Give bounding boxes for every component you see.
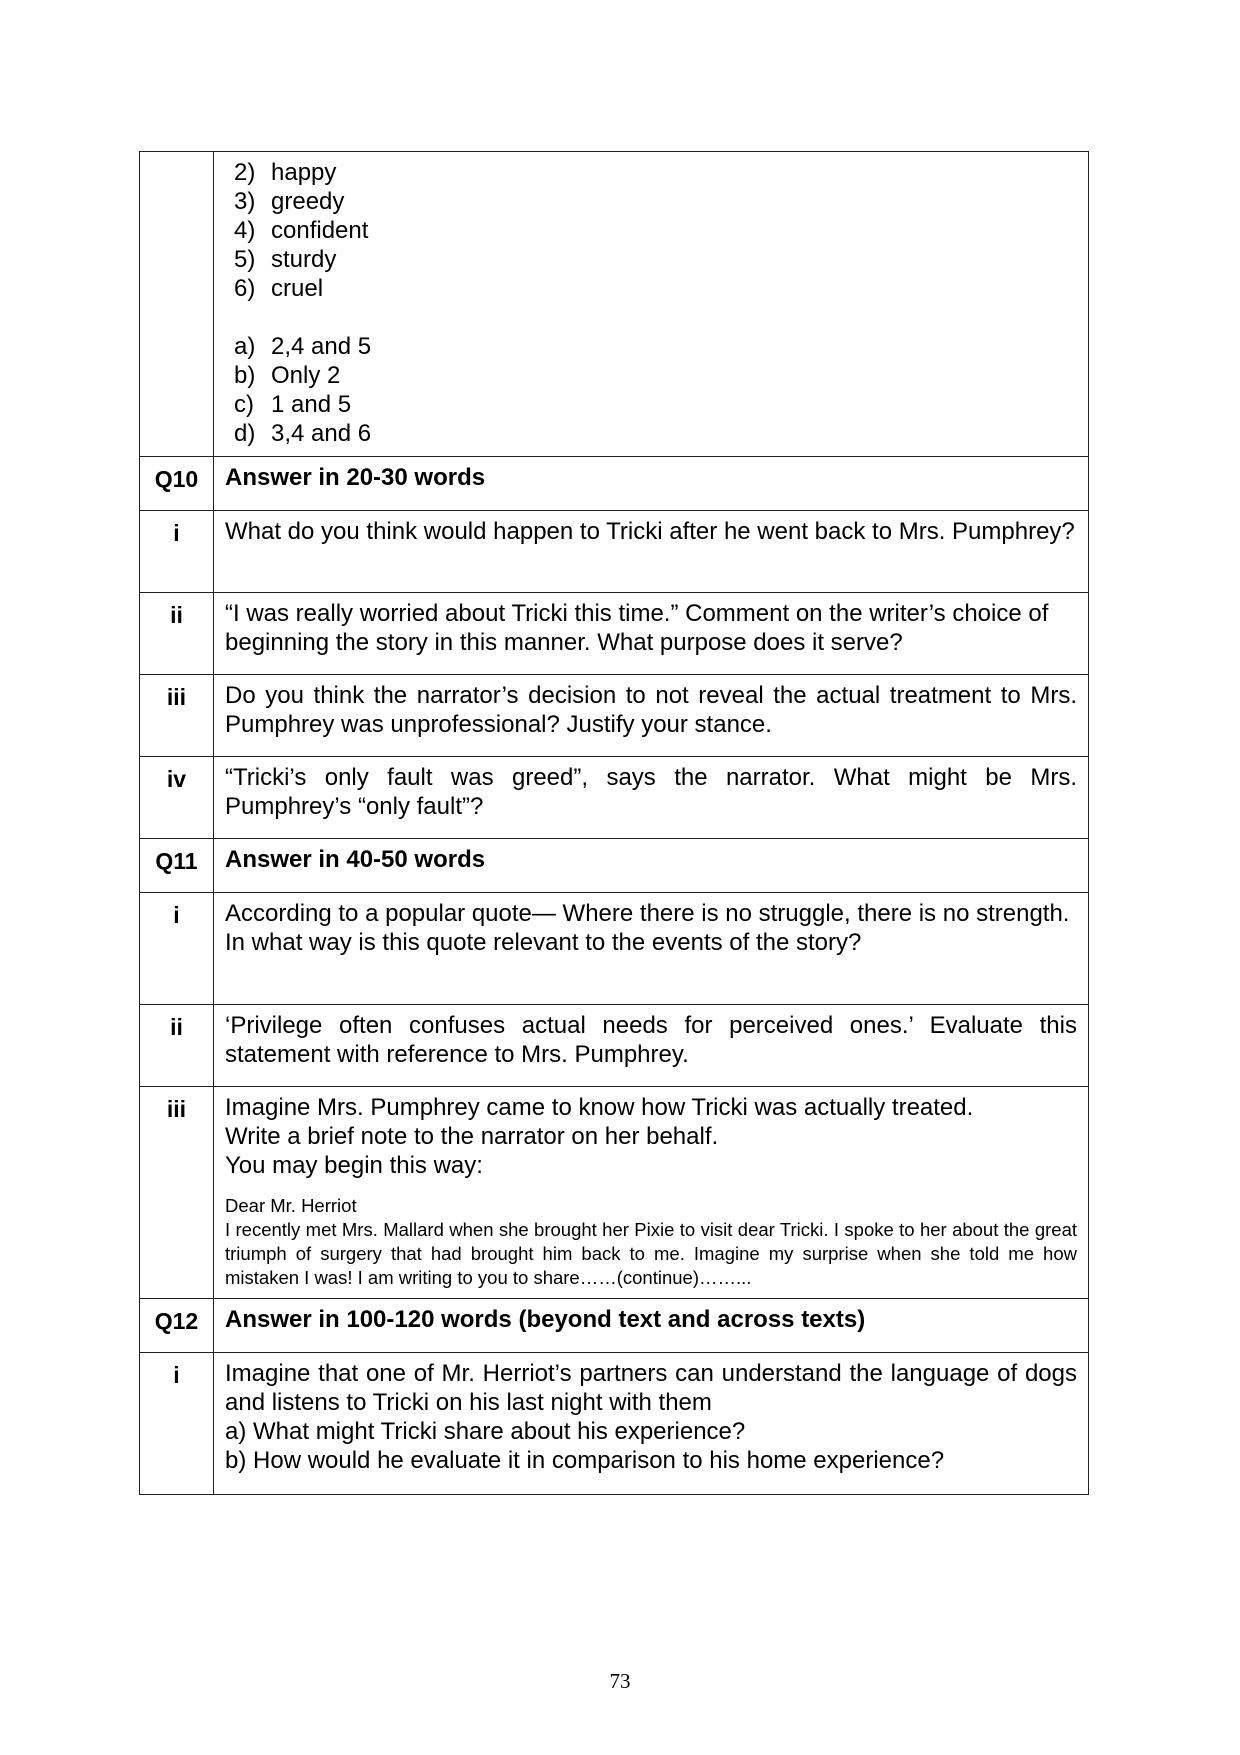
choice-item: d) 3,4 and 6 (234, 420, 372, 447)
question-text (214, 893, 1089, 1005)
question-number-cell (140, 152, 214, 457)
q12-header-row (140, 1299, 1089, 1353)
choice-item: c) 1 and 5 (234, 391, 352, 418)
question-line: Imagine that one of Mr. Herriot’s partners can understand the language of dogs and listens to Tricki on his last night with them (225, 1360, 1077, 1416)
question-heading: Answer in 20-30 words (214, 457, 1089, 511)
q10-item-row (140, 511, 1089, 593)
question-number-cell: Q12 (140, 1299, 214, 1353)
question-text: Do you think the narrator’s decision to not reveal the actual treatment to Mrs. Pumphrey was unprofessional? Justify your stance. (214, 675, 1089, 757)
option-item: 6) cruel (234, 275, 324, 302)
q9-options-cell (214, 152, 1089, 457)
item-number-cell: iii (140, 1087, 214, 1299)
option-item: 4) confident (234, 217, 369, 244)
q10-item-row (140, 675, 1089, 757)
question-number-cell: Q11 (140, 839, 214, 893)
letter-salutation: Dear Mr. Herriot (225, 1195, 357, 1216)
item-number-cell: iv (140, 757, 214, 839)
question-number-cell: Q10 (140, 457, 214, 511)
item-number-cell: i (140, 511, 214, 593)
q10-item-row (140, 757, 1089, 839)
question-text (214, 1087, 1089, 1299)
question-line: Write a brief note to the narrator on her behalf. (225, 1123, 719, 1150)
question-table (139, 151, 1089, 1495)
question-text: “I was really worried about Tricki this time.” Comment on the writer’s choice of beginning the story in this manner. What purpose does it serve? (214, 593, 1089, 675)
q10-header-row (140, 457, 1089, 511)
item-number-cell: ii (140, 1005, 214, 1087)
letter-body: I recently met Mrs. Mallard when she brought her Pixie to visit dear Tricki. I spoke to her about the great triumph of surgery that had brought him back to me. Imagine my surprise when she told me how mistaken I was! I am writing to you to share……(continue)……... (225, 1219, 1077, 1288)
item-number-cell: ii (140, 593, 214, 675)
question-line: In what way is this quote relevant to the events of the story? (225, 929, 862, 956)
item-number-cell: i (140, 1353, 214, 1495)
q11-header-row (140, 839, 1089, 893)
question-line: Imagine Mrs. Pumphrey came to know how Tricki was actually treated. (225, 1094, 974, 1121)
option-item: 5) sturdy (234, 246, 337, 273)
q11-item-row (140, 1005, 1089, 1087)
q11-item-row (140, 893, 1089, 1005)
question-line: a) What might Tricki share about his experience? (225, 1418, 746, 1445)
q9-continuation-row (140, 152, 1089, 457)
choice-item: a) 2,4 and 5 (234, 333, 372, 360)
item-number-cell: iii (140, 675, 214, 757)
q10-item-row (140, 593, 1089, 675)
sample-letter (225, 1194, 1077, 1290)
choice-item: b) Only 2 (234, 362, 341, 389)
question-heading: Answer in 100-120 words (beyond text and across texts) (214, 1299, 1089, 1353)
numbered-options-list (234, 158, 1077, 303)
question-line: b) How would he evaluate it in comparison to his home experience? (225, 1447, 945, 1474)
option-item: 2) happy (234, 159, 337, 186)
question-heading: Answer in 40-50 words (214, 839, 1089, 893)
q11-item-row (140, 1087, 1089, 1299)
option-item: 3) greedy (234, 188, 345, 215)
question-line: According to a popular quote— Where there is no struggle, there is no strength. (225, 900, 1070, 927)
question-text: What do you think would happen to Tricki after he went back to Mrs. Pumphrey? (214, 511, 1089, 593)
question-text (214, 1353, 1089, 1495)
page-number: 73 (609, 1669, 631, 1693)
q12-item-row (140, 1353, 1089, 1495)
question-text: ‘Privilege often confuses actual needs for perceived ones.’ Evaluate this statement with reference to Mrs. Pumphrey. (214, 1005, 1089, 1087)
answer-choices-list (234, 332, 1077, 448)
item-number-cell: i (140, 893, 214, 1005)
question-line: You may begin this way: (225, 1152, 483, 1179)
question-text: “Tricki’s only fault was greed”, says the narrator. What might be Mrs. Pumphrey’s “only fault”? (214, 757, 1089, 839)
